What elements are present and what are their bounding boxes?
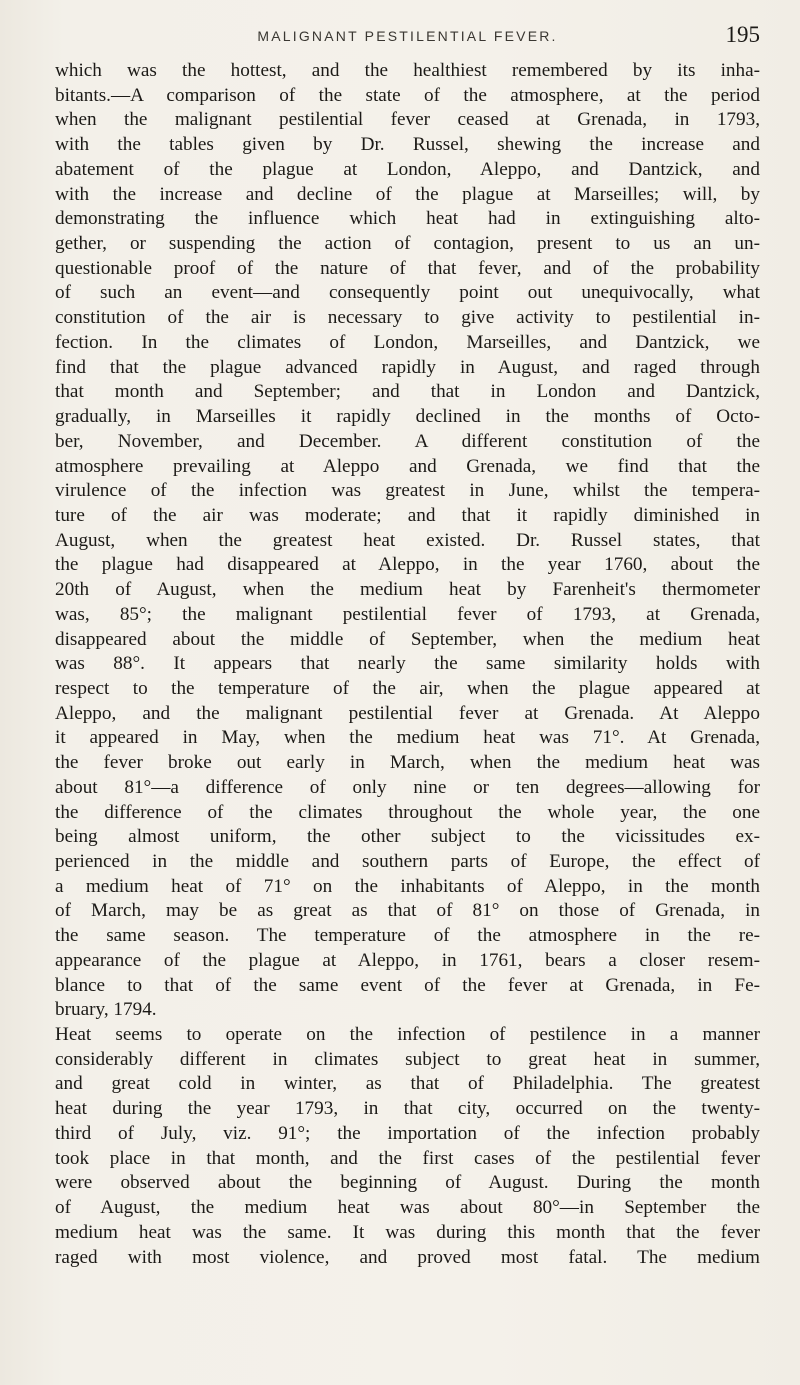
text-line: Aleppo, and the malignant pestilential fever at Grenada. At Aleppo — [55, 702, 760, 724]
text-line: bitants.—A comparison of the state of the atmosphere, at the period — [55, 84, 760, 106]
text-line: questionable proof of the nature of that fever, and of the probability — [55, 257, 760, 279]
text-line: constitution of the air is necessary to give activity to pestilential in- — [55, 307, 760, 329]
text-line: when the malignant pestilential fever ceased at Grenada, in 1793, — [55, 109, 760, 131]
text-line: blance to that of the same event of the fever at Grenada, in Fe- — [55, 974, 760, 996]
text-line: the plague had disappeared at Aleppo, in the year 1760, about the — [55, 554, 760, 576]
text-line: heat during the year 1793, in that city, occurred on the twenty- — [55, 1098, 760, 1120]
text-line: being almost uniform, the other subject to the vicissitudes ex- — [55, 826, 760, 848]
text-line: considerably different in climates subject to great heat in summer, — [55, 1048, 760, 1070]
text-line: ture of the air was moderate; and that it rapidly diminished in — [55, 504, 760, 526]
text-line: abatement of the plague at London, Aleppo, and Dantzick, and — [55, 158, 760, 180]
text-line: and great cold in winter, as that of Philadelphia. The greatest — [55, 1073, 760, 1095]
text-line: atmosphere prevailing at Aleppo and Grenada, we find that the — [55, 455, 760, 477]
text-line-paragraph-end: bruary, 1794. — [55, 999, 157, 1021]
text-line: find that the plague advanced rapidly in August, and raged through — [55, 356, 760, 378]
text-line: were observed about the beginning of August. During the month — [55, 1172, 760, 1194]
text-line: the same season. The temperature of the atmosphere in the re- — [55, 925, 760, 947]
text-line: the fever broke out early in March, when the medium heat was — [55, 752, 760, 774]
text-line: which was the hottest, and the healthiest remembered by its inha- — [55, 60, 760, 81]
page-number: 195 — [725, 22, 760, 47]
text-line: disappeared about the middle of September, when the medium heat — [55, 628, 760, 650]
text-line: the difference of the climates throughout the whole year, the one — [55, 801, 760, 823]
text-line: with the increase and decline of the plague at Marseilles; will, by — [55, 183, 760, 205]
text-line: with the tables given by Dr. Russel, shewing the increase and — [55, 134, 760, 156]
text-line: a medium heat of 71° on the inhabitants of Aleppo, in the month — [55, 875, 760, 897]
text-line: took place in that month, and the first cases of the pestilential fever — [55, 1147, 760, 1169]
page-header — [55, 22, 760, 62]
text-line-paragraph-start: Heat seems to operate on the infection of pestilence in a manner — [55, 1024, 760, 1046]
text-line: was 88°. It appears that nearly the same similarity holds with — [55, 653, 760, 675]
text-line: of March, may be as great as that of 81° on those of Grenada, in — [55, 900, 760, 922]
text-line: fection. In the climates of London, Marseilles, and Dantzick, we — [55, 331, 760, 353]
text-line: of August, the medium heat was about 80°—in September the — [55, 1197, 760, 1219]
text-line: respect to the temperature of the air, when the plague appeared at — [55, 677, 760, 699]
text-line: demonstrating the influence which heat had in extinguishing alto- — [55, 208, 760, 230]
text-line: about 81°—a difference of only nine or ten degrees—allowing for — [55, 776, 760, 798]
text-line: it appeared in May, when the medium heat was 71°. At Grenada, — [55, 727, 760, 749]
text-line: gradually, in Marseilles it rapidly declined in the months of Octo- — [55, 406, 760, 428]
running-head: MALIGNANT PESTILENTIAL FEVER. — [257, 28, 558, 44]
text-line: was, 85°; the malignant pestilential fever of 1793, at Grenada, — [55, 603, 760, 625]
text-line: perienced in the middle and southern parts of Europe, the effect of — [55, 851, 760, 872]
text-line: appearance of the plague at Aleppo, in 1761, bears a closer resem- — [55, 949, 760, 971]
text-line: 20th of August, when the medium heat by Farenheit's thermometer — [55, 579, 760, 601]
text-line: ber, November, and December. A different constitution of the — [55, 430, 760, 452]
text-line: gether, or suspending the action of contagion, present to us an un- — [55, 233, 760, 255]
text-line: third of July, viz. 91°; the importation of the infection probably — [55, 1122, 760, 1144]
text-line: that month and September; and that in London and Dantzick, — [55, 381, 760, 403]
text-line: medium heat was the same. It was during this month that the fever — [55, 1221, 760, 1243]
text-line: August, when the greatest heat existed. Dr. Russel states, that — [55, 529, 760, 551]
text-line: raged with most violence, and proved most fatal. The medium — [55, 1246, 760, 1268]
text-line: virulence of the infection was greatest in June, whilst the tempera- — [55, 480, 760, 502]
text-line: of such an event—and consequently point out unequivocally, what — [55, 282, 760, 304]
body-text — [55, 59, 760, 1270]
